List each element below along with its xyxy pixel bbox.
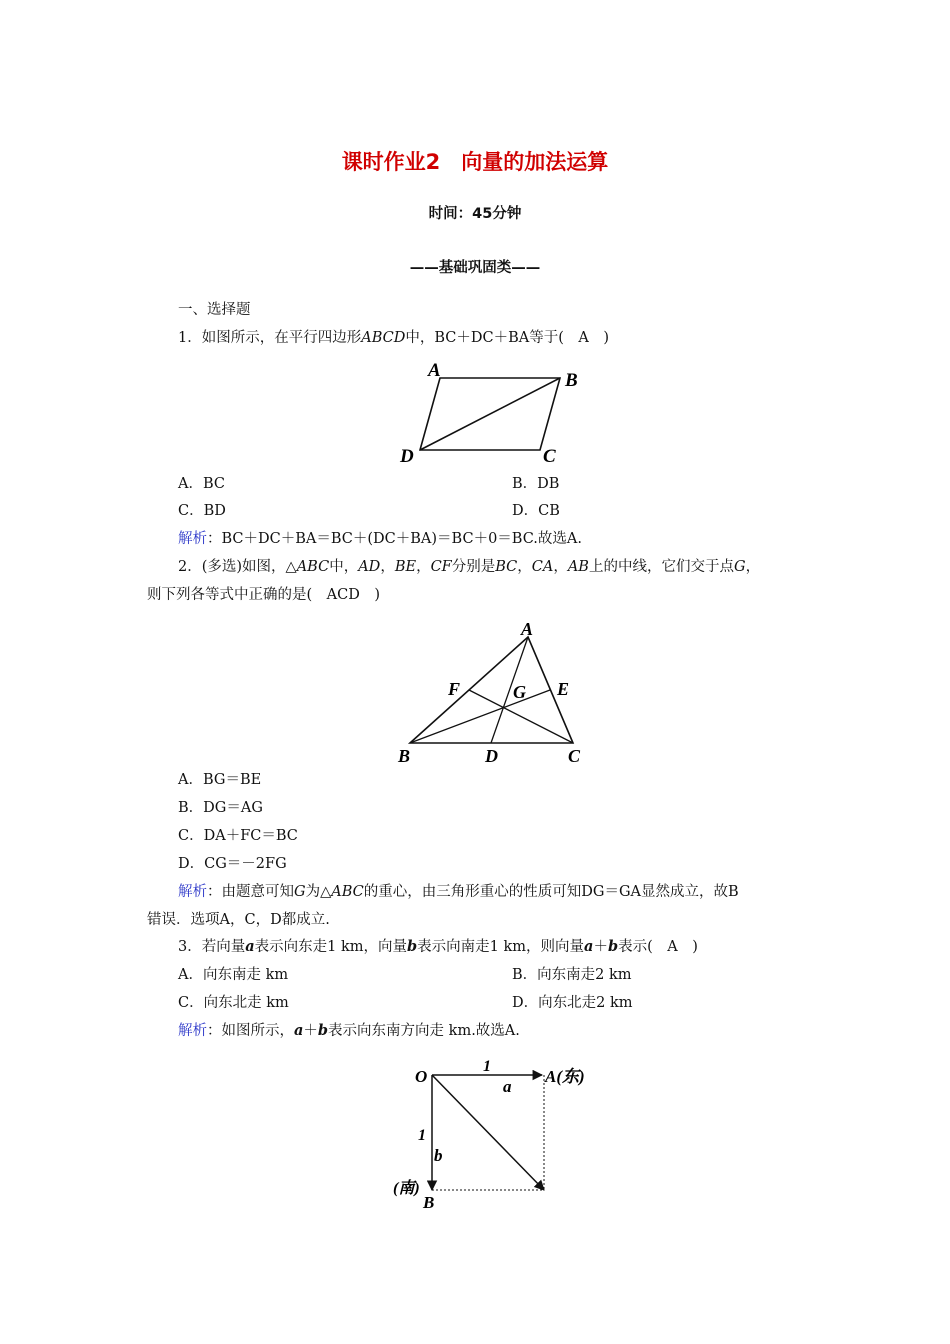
analysis-label: 解析 [178, 1023, 207, 1039]
label-a-east: A(东) [545, 1067, 585, 1086]
q2-analysis-line2: 错误．选项A，C，D都成立. [147, 912, 330, 928]
time-limit: 时间：45分钟 [428, 206, 522, 222]
category-heading: ——基础巩固类—— [409, 260, 541, 276]
q1-parallelogram-figure [395, 358, 595, 468]
label-c: C [568, 746, 581, 766]
q2-stem-line1: 2．(多选)如图，△ABC中，AD，BE，CF分别是BC，CA，AB上的中线，它们交于点G， [178, 559, 761, 575]
q1-option-c: C．BD [178, 503, 226, 519]
q2-analysis-line1: 解析：由题意可知G为△ABC的重心，由三角形重心的性质可知DG＝GA显然成立，故B [178, 884, 739, 900]
label-d: D [485, 746, 498, 766]
q1-option-b: B．DB [512, 476, 560, 492]
label-c: C [543, 446, 556, 467]
label-d: D [400, 446, 414, 467]
label-a: A [521, 619, 534, 639]
label-b-point: B [423, 1193, 435, 1212]
q2-option-c: C．DA＋FC＝BC [178, 828, 298, 844]
q2-option-b: B．DG＝AG [178, 800, 263, 816]
q1-stem: 1．如图所示，在平行四边形ABCD中，BC＋DC＋BA等于( A ) [178, 330, 610, 346]
label-vec-b: b [434, 1146, 443, 1165]
label-vec-a: a [503, 1077, 512, 1096]
label-one-left: 1 [418, 1127, 426, 1144]
label-o: O [415, 1067, 428, 1086]
diagonal-db [420, 378, 560, 450]
q3-analysis: 解析：如图所示，a＋b表示向东南方向走 km.故选A. [178, 1022, 520, 1039]
label-a: A [428, 360, 441, 381]
analysis-label: 解析 [178, 884, 207, 900]
q3-option-d: D．向东北走2 km [512, 995, 633, 1011]
label-g: G [513, 682, 526, 702]
label-f: F [448, 679, 461, 699]
page-title: 课时作业2 向量的加法运算 [341, 150, 609, 174]
vector-sum-arrow [432, 1075, 544, 1190]
section-heading: 一、选择题 [178, 302, 251, 318]
q3-vector-figure [385, 1058, 615, 1218]
q2-triangle-figure [390, 615, 600, 767]
q1-option-a: A．BC [178, 476, 225, 492]
q2-option-a: A．BG＝BE [178, 772, 262, 788]
q2-option-d: D．CG＝－2FG [178, 856, 287, 872]
label-b: B [565, 370, 578, 391]
q2-stem-line2: 则下列各等式中正确的是( ACD ) [147, 587, 381, 603]
q3-option-c: C．向东北走 km [178, 995, 289, 1011]
q3-stem: 3．若向量a表示向东走1 km，向量b表示向南走1 km，则向量a＋b表示( A ) [178, 938, 698, 955]
label-one-top: 1 [483, 1058, 491, 1075]
q3-option-b: B．向东南走2 km [512, 967, 632, 983]
analysis-label: 解析 [178, 531, 207, 547]
median-be [410, 690, 550, 743]
q1-analysis: 解析：BC＋DC＋BA＝BC＋(DC＋BA)＝BC＋0＝BC.故选A. [178, 531, 582, 547]
q1-option-d: D．CB [512, 503, 560, 519]
label-south: (南) [393, 1180, 420, 1197]
label-e: E [557, 679, 570, 699]
label-b: B [398, 746, 411, 766]
q3-option-a: A．向东南走 km [178, 967, 289, 983]
